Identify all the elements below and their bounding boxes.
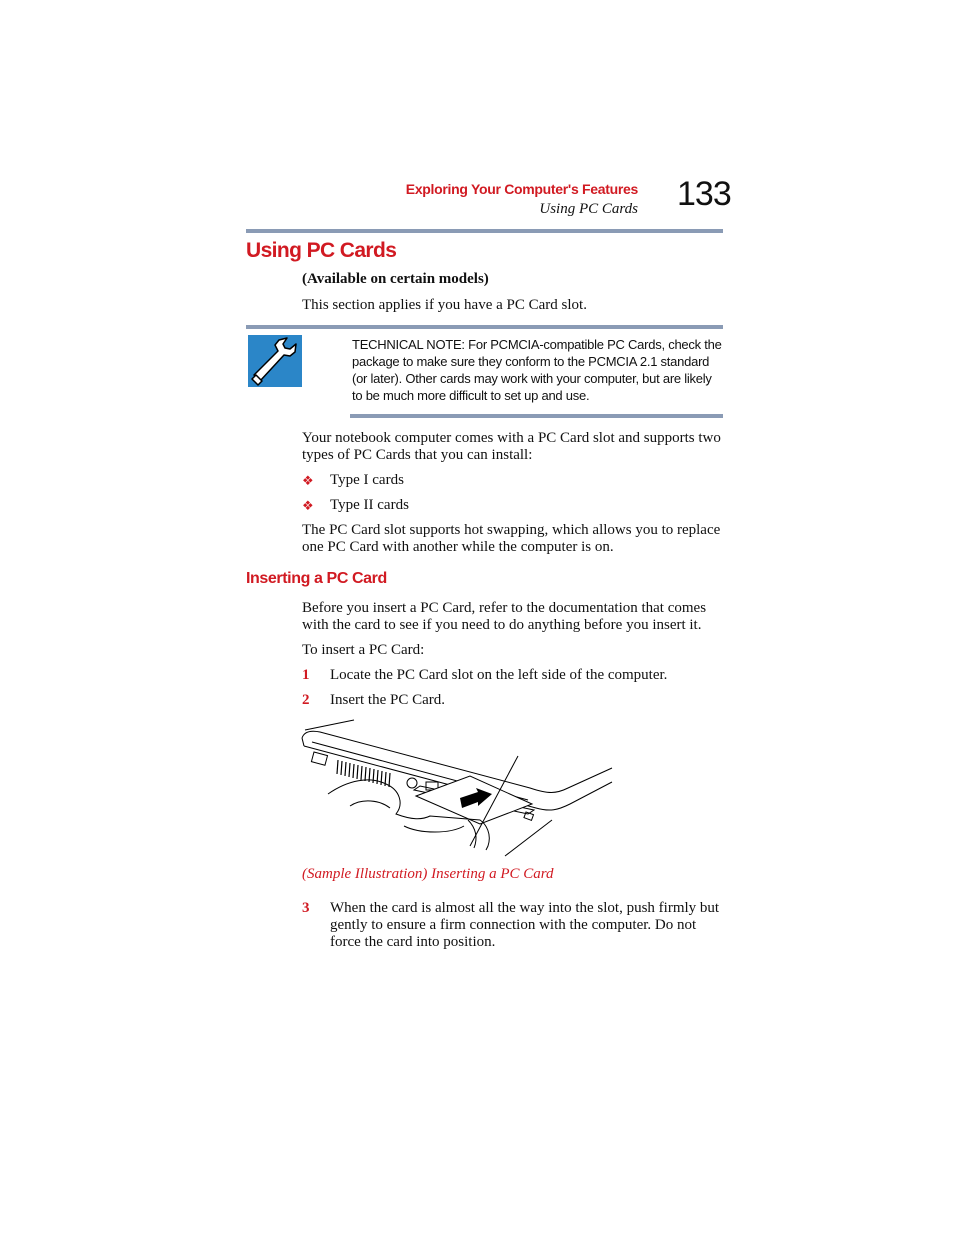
bullet-glyph: ❖ bbox=[302, 498, 314, 513]
wrench-icon bbox=[248, 335, 302, 387]
page-number: 133 bbox=[677, 175, 731, 213]
list-item-text: Type II cards bbox=[330, 497, 409, 513]
bullet-glyph: ❖ bbox=[302, 473, 314, 488]
step-number: 2 bbox=[302, 692, 310, 708]
technical-note-text: TECHNICAL NOTE: For PCMCIA-compatible PC Cards, check the package to make sure they conform to the PCMCIA 2.1 standard (or later). Other cards may work with your computer, but are likely to be much more difficult to set up and use. bbox=[352, 337, 722, 403]
step-number: 1 bbox=[302, 667, 310, 683]
paragraph-before-insert: Before you insert a PC Card, refer to the documentation that comes with the card to see if you need to do anything before you insert it. bbox=[302, 600, 707, 633]
paragraph-card-types: Your notebook computer comes with a PC Card slot and supports two types of PC Cards that you can install: bbox=[302, 430, 721, 463]
pc-card-insertion-illustration bbox=[300, 716, 615, 871]
step-text: Insert the PC Card. bbox=[330, 692, 445, 708]
availability-note: (Available on certain models) bbox=[302, 271, 489, 287]
running-header-section: Exploring Your Computer's Features bbox=[405, 181, 638, 197]
list-item-text: Type I cards bbox=[330, 472, 404, 488]
note-rule-top bbox=[246, 325, 723, 329]
section-title: Using PC Cards bbox=[246, 239, 397, 262]
step-text: Locate the PC Card slot on the left side of the computer. bbox=[330, 667, 668, 683]
paragraph-to-insert: To insert a PC Card: bbox=[302, 642, 425, 658]
intro-paragraph: This section applies if you have a PC Card slot. bbox=[302, 297, 587, 313]
note-rule-bottom bbox=[350, 414, 723, 418]
running-header-subsection: Using PC Cards bbox=[539, 201, 638, 217]
paragraph-hot-swap: The PC Card slot supports hot swapping, which allows you to replace one PC Card with another while the computer is on. bbox=[302, 522, 721, 555]
step-text: When the card is almost all the way into the slot, push firmly but gently to ensure a firm connection with the computer. Do not force the card into position. bbox=[330, 900, 720, 950]
list-item bbox=[302, 497, 314, 515]
subsection-title: Inserting a PC Card bbox=[246, 570, 387, 587]
figure-caption: (Sample Illustration) Inserting a PC Card bbox=[302, 866, 554, 882]
step-number: 3 bbox=[302, 900, 310, 916]
header-rule bbox=[246, 229, 723, 233]
list-item bbox=[302, 472, 314, 490]
